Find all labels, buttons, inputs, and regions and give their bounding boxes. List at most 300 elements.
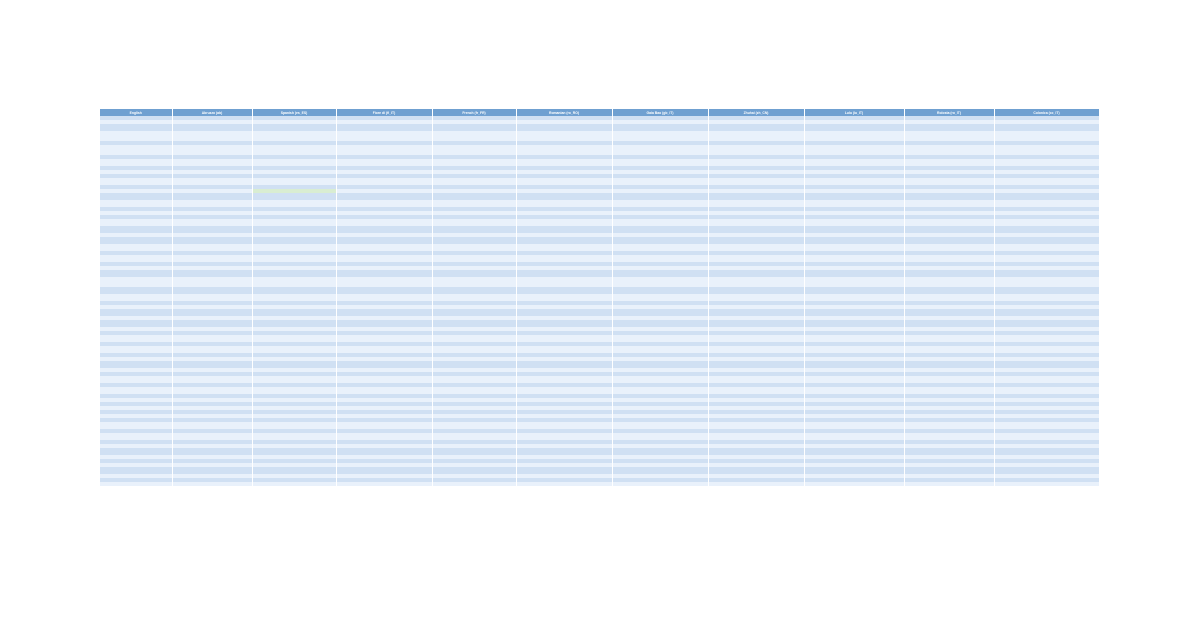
table-cell[interactable] <box>252 294 336 301</box>
column-header[interactable]: Romanian (ro_RO) <box>516 109 612 116</box>
table-cell[interactable] <box>994 309 1099 316</box>
table-cell[interactable] <box>516 131 612 141</box>
table-cell[interactable] <box>904 145 994 155</box>
table-cell[interactable] <box>708 200 804 207</box>
table-cell[interactable] <box>994 387 1099 394</box>
table-cell[interactable] <box>994 287 1099 294</box>
table-cell[interactable] <box>994 226 1099 233</box>
table-cell[interactable] <box>336 309 432 316</box>
table-cell[interactable] <box>172 178 252 185</box>
table-cell[interactable] <box>252 178 336 185</box>
table-cell[interactable] <box>994 237 1099 244</box>
table-cell[interactable] <box>904 287 994 294</box>
table-cell[interactable] <box>100 320 172 327</box>
table-cell[interactable] <box>804 320 904 327</box>
table-cell[interactable] <box>612 270 708 277</box>
table-cell[interactable] <box>804 482 904 486</box>
table-cell[interactable] <box>708 335 804 342</box>
table-cell[interactable] <box>804 309 904 316</box>
column-header[interactable]: French (fr_FR) <box>432 109 516 116</box>
table-cell[interactable] <box>432 255 516 262</box>
table-cell[interactable] <box>904 422 994 429</box>
table-cell[interactable] <box>708 226 804 233</box>
table-cell[interactable] <box>516 387 612 394</box>
table-cell[interactable] <box>994 433 1099 440</box>
table-cell[interactable] <box>336 361 432 368</box>
table-cell[interactable] <box>516 422 612 429</box>
table-cell[interactable] <box>994 193 1099 200</box>
table-cell[interactable] <box>172 346 252 353</box>
table-cell[interactable] <box>516 433 612 440</box>
table-cell[interactable] <box>994 335 1099 342</box>
table-cell[interactable] <box>516 361 612 368</box>
table-cell[interactable] <box>612 178 708 185</box>
table-cell[interactable] <box>994 376 1099 383</box>
table-cell[interactable] <box>100 145 172 155</box>
table-cell[interactable] <box>516 219 612 226</box>
table-cell[interactable] <box>100 226 172 233</box>
table-cell[interactable] <box>432 131 516 141</box>
table-cell[interactable] <box>612 237 708 244</box>
table-cell[interactable] <box>994 361 1099 368</box>
column-header[interactable]: Colonica (cc_IT) <box>994 109 1099 116</box>
table-cell[interactable] <box>904 482 994 486</box>
table-cell[interactable] <box>994 320 1099 327</box>
table-cell[interactable] <box>516 320 612 327</box>
table-cell[interactable] <box>994 159 1099 166</box>
table-cell[interactable] <box>336 244 432 251</box>
table-cell[interactable] <box>708 422 804 429</box>
table-cell[interactable] <box>612 145 708 155</box>
table-cell[interactable] <box>804 387 904 394</box>
table-cell[interactable] <box>336 433 432 440</box>
table-cell[interactable] <box>252 277 336 287</box>
table-cell[interactable] <box>100 433 172 440</box>
table-cell[interactable] <box>100 237 172 244</box>
table-cell[interactable] <box>612 320 708 327</box>
table-cell[interactable] <box>172 467 252 474</box>
table-cell[interactable] <box>432 467 516 474</box>
table-cell[interactable] <box>804 131 904 141</box>
table-cell[interactable] <box>804 422 904 429</box>
table-cell[interactable] <box>100 361 172 368</box>
table-cell[interactable] <box>708 255 804 262</box>
table-cell[interactable] <box>804 178 904 185</box>
table-cell[interactable] <box>708 159 804 166</box>
table-cell[interactable] <box>708 237 804 244</box>
table-cell[interactable] <box>994 244 1099 251</box>
table-cell[interactable] <box>904 270 994 277</box>
table-cell[interactable] <box>708 131 804 141</box>
table-cell[interactable] <box>336 124 432 131</box>
table-cell[interactable] <box>804 270 904 277</box>
table-cell[interactable] <box>172 145 252 155</box>
table-cell[interactable] <box>432 294 516 301</box>
table-cell[interactable] <box>172 244 252 251</box>
table-cell[interactable] <box>804 335 904 342</box>
table-cell[interactable] <box>904 346 994 353</box>
table-cell[interactable] <box>904 467 994 474</box>
table-cell[interactable] <box>516 255 612 262</box>
table-cell[interactable] <box>804 200 904 207</box>
table-cell[interactable] <box>612 335 708 342</box>
table-cell[interactable] <box>612 448 708 455</box>
table-cell[interactable] <box>172 335 252 342</box>
table-cell[interactable] <box>516 467 612 474</box>
table-cell[interactable] <box>432 335 516 342</box>
table-cell[interactable] <box>612 422 708 429</box>
table-cell[interactable] <box>994 200 1099 207</box>
table-cell[interactable] <box>172 287 252 294</box>
table-cell[interactable] <box>100 159 172 166</box>
table-cell[interactable] <box>904 277 994 287</box>
table-cell[interactable] <box>432 346 516 353</box>
column-header[interactable]: Fiore di (fi_IT) <box>336 109 432 116</box>
column-header[interactable]: English <box>100 109 172 116</box>
table-cell[interactable] <box>336 255 432 262</box>
column-header[interactable]: Zhuhai (zh_CN) <box>708 109 804 116</box>
table-cell[interactable] <box>432 309 516 316</box>
table-cell[interactable] <box>612 244 708 251</box>
table-cell[interactable] <box>336 376 432 383</box>
table-cell[interactable] <box>252 320 336 327</box>
table-cell[interactable] <box>432 159 516 166</box>
table-cell[interactable] <box>336 482 432 486</box>
table-cell[interactable] <box>252 270 336 277</box>
table-cell[interactable] <box>804 467 904 474</box>
table-cell[interactable] <box>904 193 994 200</box>
table-cell[interactable] <box>252 193 336 200</box>
table-cell[interactable] <box>516 448 612 455</box>
table-cell[interactable] <box>904 433 994 440</box>
column-header[interactable]: Rolosta (ro_IT) <box>904 109 994 116</box>
table-cell[interactable] <box>432 237 516 244</box>
table-cell[interactable] <box>172 422 252 429</box>
table-cell[interactable] <box>432 178 516 185</box>
table-cell[interactable] <box>804 376 904 383</box>
table-cell[interactable] <box>612 309 708 316</box>
table-cell[interactable] <box>252 376 336 383</box>
table-cell[interactable] <box>612 200 708 207</box>
table-cell[interactable] <box>994 448 1099 455</box>
table-cell[interactable] <box>994 145 1099 155</box>
table-cell[interactable] <box>336 294 432 301</box>
table-cell[interactable] <box>708 287 804 294</box>
table-cell[interactable] <box>708 145 804 155</box>
table-cell[interactable] <box>252 131 336 141</box>
table-cell[interactable] <box>804 193 904 200</box>
table-cell[interactable] <box>432 320 516 327</box>
table-cell[interactable] <box>336 237 432 244</box>
table-cell[interactable] <box>172 270 252 277</box>
table-cell[interactable] <box>252 433 336 440</box>
table-cell[interactable] <box>172 320 252 327</box>
table-cell[interactable] <box>172 294 252 301</box>
table-cell[interactable] <box>994 219 1099 226</box>
table-cell[interactable] <box>432 193 516 200</box>
table-cell[interactable] <box>904 448 994 455</box>
table-cell[interactable] <box>804 244 904 251</box>
table-cell[interactable] <box>708 467 804 474</box>
table-cell[interactable] <box>516 309 612 316</box>
table-cell[interactable] <box>172 237 252 244</box>
table-cell[interactable] <box>994 131 1099 141</box>
table-cell[interactable] <box>100 244 172 251</box>
table-cell[interactable] <box>336 131 432 141</box>
table-cell[interactable] <box>904 320 994 327</box>
table-cell[interactable] <box>708 294 804 301</box>
table-cell[interactable] <box>100 346 172 353</box>
table-cell[interactable] <box>100 200 172 207</box>
table-cell[interactable] <box>336 422 432 429</box>
column-header[interactable]: Lulu (lu_IT) <box>804 109 904 116</box>
table-cell[interactable] <box>708 346 804 353</box>
table-cell[interactable] <box>804 255 904 262</box>
table-cell[interactable] <box>336 387 432 394</box>
column-header[interactable]: Spanish (es_ES) <box>252 109 336 116</box>
table-cell[interactable] <box>252 422 336 429</box>
table-cell[interactable] <box>612 159 708 166</box>
table-cell[interactable] <box>252 237 336 244</box>
table-cell[interactable] <box>612 346 708 353</box>
table-cell[interactable] <box>336 346 432 353</box>
table-cell[interactable] <box>252 255 336 262</box>
table-cell[interactable] <box>994 482 1099 486</box>
table-cell[interactable] <box>994 346 1099 353</box>
table-cell[interactable] <box>708 387 804 394</box>
table-cell[interactable] <box>252 244 336 251</box>
table-cell[interactable] <box>804 219 904 226</box>
table-cell[interactable] <box>172 131 252 141</box>
table-cell[interactable] <box>904 309 994 316</box>
table-cell[interactable] <box>804 226 904 233</box>
table-cell[interactable] <box>516 226 612 233</box>
table-cell[interactable] <box>252 287 336 294</box>
table-cell[interactable] <box>612 255 708 262</box>
table-cell[interactable] <box>904 178 994 185</box>
table-cell[interactable] <box>612 193 708 200</box>
table-cell[interactable] <box>100 294 172 301</box>
table-cell[interactable] <box>612 219 708 226</box>
table-cell[interactable] <box>904 294 994 301</box>
table-cell[interactable] <box>336 193 432 200</box>
table-cell[interactable] <box>172 219 252 226</box>
table-cell[interactable] <box>708 376 804 383</box>
table-cell[interactable] <box>100 277 172 287</box>
table-cell[interactable] <box>172 255 252 262</box>
table-cell[interactable] <box>708 448 804 455</box>
table-cell[interactable] <box>100 376 172 383</box>
table-cell[interactable] <box>100 287 172 294</box>
table-cell[interactable] <box>172 277 252 287</box>
table-cell[interactable] <box>172 387 252 394</box>
table-cell[interactable] <box>612 387 708 394</box>
table-cell[interactable] <box>100 482 172 486</box>
table-cell[interactable] <box>708 244 804 251</box>
table-cell[interactable] <box>172 124 252 131</box>
table-cell[interactable] <box>708 219 804 226</box>
table-cell[interactable] <box>432 433 516 440</box>
table-cell[interactable] <box>172 226 252 233</box>
table-cell[interactable] <box>612 361 708 368</box>
table-cell[interactable] <box>100 422 172 429</box>
table-cell[interactable] <box>172 376 252 383</box>
table-cell[interactable] <box>172 482 252 486</box>
table-cell[interactable] <box>516 178 612 185</box>
table-cell[interactable] <box>172 361 252 368</box>
table-cell[interactable] <box>432 270 516 277</box>
table-cell[interactable] <box>612 294 708 301</box>
table-cell[interactable] <box>432 226 516 233</box>
table-cell[interactable] <box>708 320 804 327</box>
table-cell[interactable] <box>432 361 516 368</box>
table-cell[interactable] <box>252 467 336 474</box>
table-cell[interactable] <box>804 237 904 244</box>
table-cell[interactable] <box>336 320 432 327</box>
table-cell[interactable] <box>100 335 172 342</box>
table-cell[interactable] <box>100 219 172 226</box>
table-cell[interactable] <box>904 131 994 141</box>
table-cell[interactable] <box>804 294 904 301</box>
table-cell[interactable] <box>100 131 172 141</box>
table-cell[interactable] <box>252 226 336 233</box>
table-cell[interactable] <box>252 361 336 368</box>
table-cell[interactable] <box>612 131 708 141</box>
table-cell[interactable] <box>612 482 708 486</box>
table-cell[interactable] <box>804 448 904 455</box>
table-cell[interactable] <box>100 193 172 200</box>
table-cell[interactable] <box>252 145 336 155</box>
table-cell[interactable] <box>516 287 612 294</box>
table-cell[interactable] <box>708 277 804 287</box>
table-cell[interactable] <box>612 433 708 440</box>
table-cell[interactable] <box>994 467 1099 474</box>
table-cell[interactable] <box>516 159 612 166</box>
table-cell[interactable] <box>804 346 904 353</box>
table-cell[interactable] <box>336 145 432 155</box>
table-cell[interactable] <box>336 270 432 277</box>
table-cell[interactable] <box>432 387 516 394</box>
table-cell[interactable] <box>432 219 516 226</box>
table-cell[interactable] <box>804 145 904 155</box>
table-cell[interactable] <box>612 287 708 294</box>
table-cell[interactable] <box>100 255 172 262</box>
table-cell[interactable] <box>516 200 612 207</box>
table-cell[interactable] <box>804 124 904 131</box>
table-cell[interactable] <box>516 346 612 353</box>
table-cell[interactable] <box>516 294 612 301</box>
table-cell[interactable] <box>904 335 994 342</box>
table-cell[interactable] <box>994 277 1099 287</box>
table-cell[interactable] <box>252 219 336 226</box>
table-cell[interactable] <box>100 467 172 474</box>
table-cell[interactable] <box>432 124 516 131</box>
column-header[interactable]: Abruzzo (ab) <box>172 109 252 116</box>
table-cell[interactable] <box>804 277 904 287</box>
table-cell[interactable] <box>612 277 708 287</box>
table-cell[interactable] <box>708 482 804 486</box>
table-cell[interactable] <box>804 159 904 166</box>
table-cell[interactable] <box>708 433 804 440</box>
table-cell[interactable] <box>252 200 336 207</box>
table-cell[interactable] <box>432 422 516 429</box>
table-cell[interactable] <box>516 376 612 383</box>
table-cell[interactable] <box>516 270 612 277</box>
table-cell[interactable] <box>100 124 172 131</box>
table-cell[interactable] <box>904 255 994 262</box>
table-cell[interactable] <box>516 193 612 200</box>
table-cell[interactable] <box>804 361 904 368</box>
table-cell[interactable] <box>612 376 708 383</box>
table-cell[interactable] <box>708 309 804 316</box>
table-cell[interactable] <box>252 335 336 342</box>
table-cell[interactable] <box>708 270 804 277</box>
table-cell[interactable] <box>904 124 994 131</box>
table-cell[interactable] <box>708 124 804 131</box>
table-cell[interactable] <box>336 467 432 474</box>
table-cell[interactable] <box>336 277 432 287</box>
table-cell[interactable] <box>516 277 612 287</box>
table-cell[interactable] <box>252 124 336 131</box>
table-cell[interactable] <box>432 287 516 294</box>
table-cell[interactable] <box>172 200 252 207</box>
table-cell[interactable] <box>904 226 994 233</box>
table-cell[interactable] <box>100 387 172 394</box>
table-cell[interactable] <box>172 193 252 200</box>
table-cell[interactable] <box>336 159 432 166</box>
table-cell[interactable] <box>994 178 1099 185</box>
table-cell[interactable] <box>904 200 994 207</box>
table-cell[interactable] <box>708 361 804 368</box>
table-cell[interactable] <box>904 219 994 226</box>
table-cell[interactable] <box>100 448 172 455</box>
table-cell[interactable] <box>252 346 336 353</box>
table-cell[interactable] <box>432 244 516 251</box>
table-cell[interactable] <box>904 159 994 166</box>
table-cell[interactable] <box>516 482 612 486</box>
table-cell[interactable] <box>252 159 336 166</box>
table-cell[interactable] <box>994 270 1099 277</box>
column-header[interactable]: Gaia Bao (gb_IT) <box>612 109 708 116</box>
table-cell[interactable] <box>252 482 336 486</box>
table-cell[interactable] <box>708 193 804 200</box>
table-cell[interactable] <box>612 124 708 131</box>
table-cell[interactable] <box>336 335 432 342</box>
table-cell[interactable] <box>612 226 708 233</box>
table-cell[interactable] <box>994 255 1099 262</box>
table-cell[interactable] <box>994 294 1099 301</box>
table-cell[interactable] <box>708 178 804 185</box>
table-cell[interactable] <box>904 361 994 368</box>
table-cell[interactable] <box>994 422 1099 429</box>
table-cell[interactable] <box>904 376 994 383</box>
table-cell[interactable] <box>336 448 432 455</box>
table-cell[interactable] <box>432 448 516 455</box>
table-cell[interactable] <box>172 433 252 440</box>
table-cell[interactable] <box>516 244 612 251</box>
table-cell[interactable] <box>336 226 432 233</box>
table-cell[interactable] <box>516 124 612 131</box>
table-cell[interactable] <box>252 387 336 394</box>
table-cell[interactable] <box>100 270 172 277</box>
table-cell[interactable] <box>516 335 612 342</box>
table-cell[interactable] <box>100 309 172 316</box>
table-cell[interactable] <box>172 159 252 166</box>
table-cell[interactable] <box>336 219 432 226</box>
table-cell[interactable] <box>336 287 432 294</box>
table-cell[interactable] <box>172 448 252 455</box>
table-cell[interactable] <box>432 376 516 383</box>
